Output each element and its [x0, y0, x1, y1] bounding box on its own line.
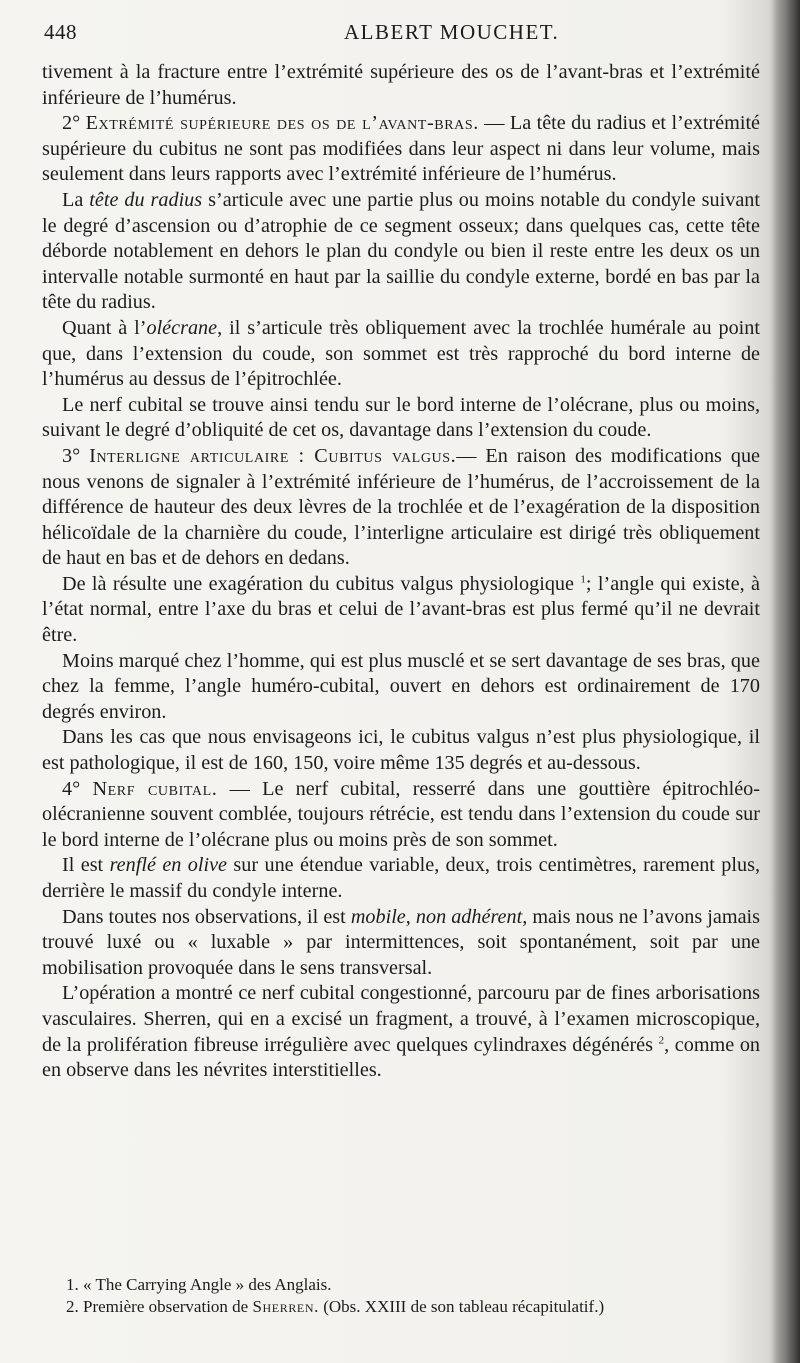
paragraph: 2° Extrémité supérieure des os de l’avant-bras. — La tête du radius et l’extrémité supérieure du cubitus ne sont pas modifiées dans leur aspect ni dans leur volume, mais seulement dans leurs rapports avec l’extrémité inférieure de l’humérus.	[42, 112, 761, 186]
page-header	[44, 18, 754, 50]
section-heading: Extrémité supérieure des os de l’avant-bras.	[85, 112, 479, 135]
footnotes	[66, 1274, 766, 1318]
section-heading: Interligne articulaire : Cubitus valgus.	[89, 444, 457, 467]
paragraph: Moins marqué chez l’homme, qui est plus musclé et se sert davantage de ses bras, que chez la femme, l’angle huméro-cubital, ouvert en dehors est ordinairement de 170 degrés environ.	[42, 649, 760, 723]
footnote-ref: 2	[658, 1033, 665, 1046]
section-heading: Nerf cubital.	[92, 777, 218, 800]
page-spine-shadow	[772, 0, 800, 1363]
paragraph: Dans toutes nos observations, il est mobile, non adhérent, mais nous ne l’avons jamais trouvé luxé ou « luxable » par intermittences, soit spontanément, soit par une mobilisation provoquée dans le sens transversal.	[42, 905, 760, 979]
footnote: 1. « The Carrying Angle » des Anglais.	[66, 1275, 332, 1294]
paragraph: L’opération a montré ce nerf cubital congestionné, parcouru par de fines arborisations vasculaires. Sherren, qui en a excisé un fragment, a trouvé, à l’examen microscopique, de la prolifération fibreuse irrégulière avec quelques cylindraxes dégénérés $^2$, comme on en observe dans les névrites interstitielles.	[42, 982, 761, 1082]
paragraph: Dans les cas que nous envisageons ici, le cubitus valgus n’est plus physiologique, il est pathologique, il est de 160, 150, voire même 135 degrés et au-dessous.	[42, 726, 760, 775]
body-text	[42, 60, 760, 1084]
paragraph: 4° Nerf cubital. — Le nerf cubital, resserré dans une gouttière épitrochléo-olécranienne souvent comblée, toujours rétrécie, est tendu dans l’extension du coude sur le bord interne de l’olécrane plus ou moins près de son sommet.	[42, 777, 760, 851]
footnote-ref: 1	[580, 573, 586, 586]
paragraph: Quant à l’olécrane, il s’articule très obliquement avec la trochlée humérale au point que, dans l’extension du coude, son sommet est très rapproché du bord interne de l’humérus au dessus de l’épitrochlée.	[42, 316, 760, 391]
paragraph: De là résulte une exagération du cubitus valgus physiologique $^1$; l’angle qui existe, à l’état normal, entre l’axe du bras et celui de l’avant-bras est plus fermé qu’il ne devrait être.	[42, 572, 760, 647]
page-number: 448	[44, 20, 77, 44]
paragraph: Il est renflé en olive sur une étendue variable, deux, trois centimètres, rarement plus, derrière le massif du condyle interne.	[42, 854, 761, 902]
paragraph: 3° Interligne articulaire : Cubitus valgus.— En raison des modifications que nous venons de signaler à l’extrémité inférieure de l’humérus, de l’accroissement de la différence de hauteur des deux lèvres de la trochlée et de l’exagération de la disposition hélicoïdale de la charnière du coude, l’interligne articulaire est dirigé très obliquement de haut en bas et de dehors en dedans.	[42, 444, 760, 570]
paragraph: Le nerf cubital se trouve ainsi tendu sur le bord interne de l’olécrane, plus ou moins, suivant le degré d’obliquité de cet os, davantage dans l’extension du coude.	[42, 393, 760, 442]
paragraph: tivement à la fracture entre l’extrémité supérieure des os de l’avant-bras et l’extrémité inférieure de l’humérus.	[42, 61, 760, 109]
paragraph: La tête du radius s’articule avec une partie plus ou moins notable du condyle suivant le degré d’ascension ou d’atrophie de ce segment osseux; dans quelques cas, cette tête déborde notablement en dehors le plan du condyle ou bien il reste entre les deux os un intervalle notable surmonté en haut par la saillie du condyle externe, bordé en bas par la tête du radius.	[42, 188, 760, 314]
running-head: ALBERT MOUCHET.	[344, 20, 560, 44]
footnote: 2. Première observation de Sherren. (Obs. XXIII de son tableau récapitulatif.)	[66, 1297, 605, 1316]
